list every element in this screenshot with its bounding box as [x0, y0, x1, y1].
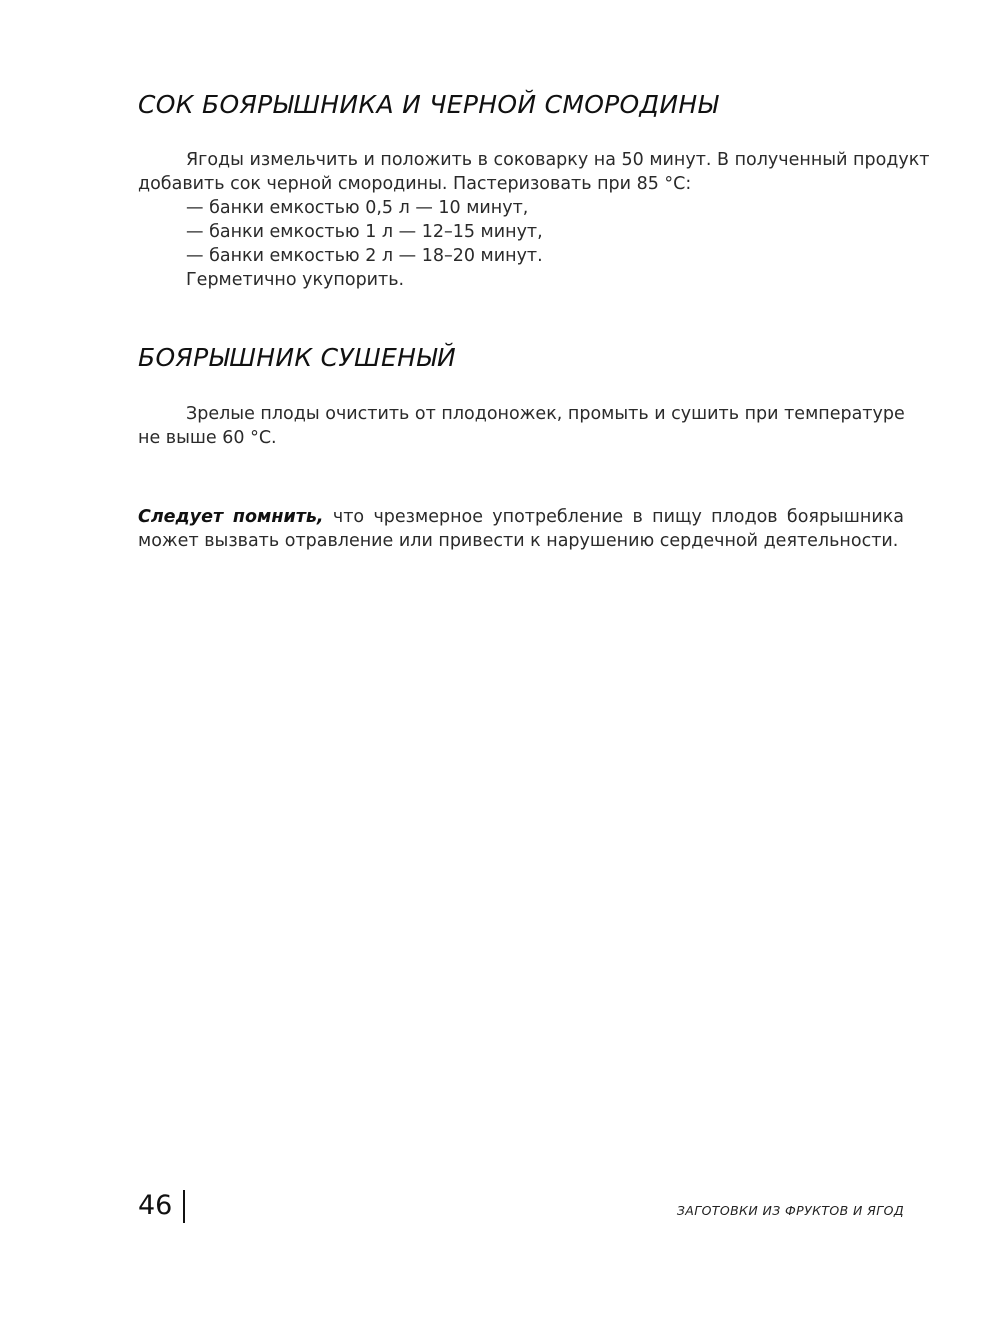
dried-recipe-text [138, 402, 904, 450]
running-title: ЗАГОТОВКИ ИЗ ФРУКТОВ И ЯГОД [676, 1203, 904, 1218]
dried-paragraph-line-2: не выше 60 °С. [138, 428, 277, 448]
section-title-dried-hawthorn: БОЯРЫШНИК СУШЕНЫЙ [138, 343, 456, 372]
warning-note [138, 505, 904, 553]
juice-closing-line: Герметично укупорить. [186, 270, 405, 290]
juice-recipe-text [138, 148, 930, 292]
juice-paragraph-line-1: Ягоды измельчить и положить в соковарку на 50 минут. В полученный продукт [186, 150, 930, 170]
page-number: 46 [138, 1190, 173, 1221]
footer-divider [183, 1190, 185, 1223]
dried-paragraph-line-1: Зрелые плоды очистить от плодоножек, промыть и сушить при температуре [186, 404, 905, 424]
warning-text: что чрезмерное употребление в пищу плодов боярышника может вызвать отравление или привести к нарушению сердечной деятельности. [138, 507, 904, 551]
section-title-hawthorn-currant-juice: СОК БОЯРЫШНИКА И ЧЕРНОЙ СМОРОДИНЫ [138, 90, 719, 119]
juice-paragraph-line-2: добавить сок черной смородины. Пастеризовать при 85 °С: [138, 174, 692, 194]
warning-lead: Следует помнить, [138, 507, 324, 527]
list-item: — банки емкостью 2 л — 18–20 минут. [186, 246, 543, 266]
list-item: — банки емкостью 1 л — 12–15 минут, [186, 222, 543, 242]
list-item: — банки емкостью 0,5 л — 10 минут, [186, 198, 529, 218]
